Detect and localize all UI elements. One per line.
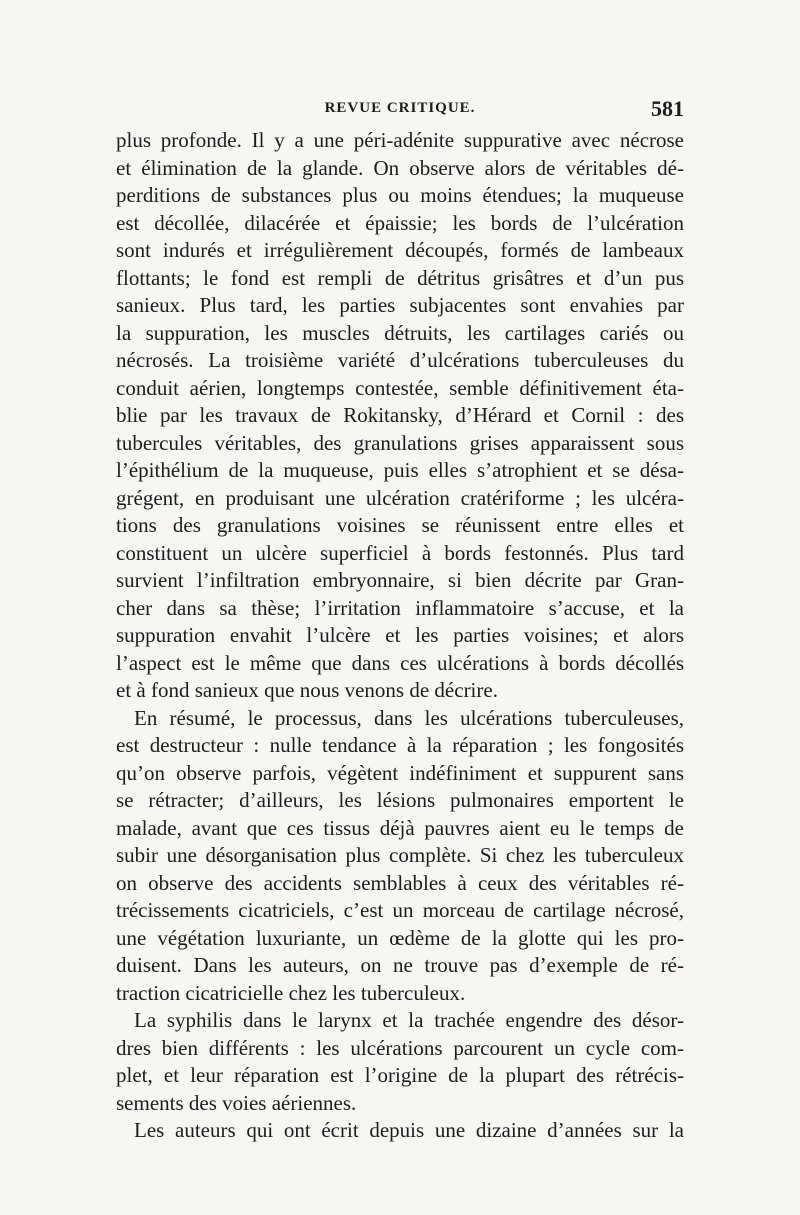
text-line: cher dans sa thèse; l’irritation inflammatoire s’accuse, et la bbox=[116, 595, 684, 620]
page-number: 581 bbox=[651, 96, 684, 121]
text-line: flottants; le fond est rempli de détritus grisâtres et d’un pus bbox=[116, 265, 684, 290]
text-line: qu’on observe parfois, végètent indéfiniment et suppurent sans bbox=[116, 760, 684, 785]
text-line: se rétracter; d’ailleurs, les lésions pulmonaires emportent le bbox=[116, 788, 684, 812]
text-line: nécrosés. La troisième variété d’ulcérations tuberculeuses du bbox=[116, 348, 684, 372]
text-line: Les auteurs qui ont écrit depuis une dizaine d’années sur la bbox=[134, 1118, 684, 1142]
text-line: une végétation luxuriante, un œdème de la glotte qui les pro- bbox=[116, 925, 684, 950]
text-line: sont indurés et irrégulièrement découpés, formés de lambeaux bbox=[116, 238, 684, 262]
text-line: traction cicatricielle chez les tuberculeux. bbox=[116, 980, 466, 1005]
text-line: sanieux. Plus tard, les parties subjacentes sont envahies par bbox=[116, 293, 684, 317]
text-line: conduit aérien, longtemps contestée, semble définitivement éta- bbox=[116, 375, 684, 400]
text-line: l’aspect est le même que dans ces ulcérations à bords décollés bbox=[116, 650, 684, 675]
body-text bbox=[116, 127, 684, 1145]
text-line: tubercules véritables, des granulations grises apparaissent sous bbox=[116, 430, 684, 455]
text-line: subir une désorganisation plus complète. Si chez les tuberculeux bbox=[116, 843, 684, 867]
text-line: malade, avant que ces tissus déjà pauvres aient eu le temps de bbox=[116, 815, 684, 840]
text-line: la suppuration, les muscles détruits, les cartilages cariés ou bbox=[116, 320, 684, 345]
text-line: et à fond sanieux que nous venons de décrire. bbox=[116, 678, 498, 702]
text-line: duisent. Dans les auteurs, on ne trouve pas d’exemple de ré- bbox=[116, 953, 684, 977]
text-line: trécissements cicatriciels, c’est un morceau de cartilage nécrosé, bbox=[116, 898, 684, 922]
text-line: La syphilis dans le larynx et la trachée engendre des désor- bbox=[134, 1008, 684, 1032]
text-line: En résumé, le processus, dans les ulcérations tuberculeuses, bbox=[134, 705, 684, 730]
text-line: suppuration envahit l’ulcère et les parties voisines; et alors bbox=[116, 623, 684, 647]
text-line: tions des granulations voisines se réunissent entre elles et bbox=[116, 513, 684, 537]
text-line: on observe des accidents semblables à ceux des véritables ré- bbox=[116, 870, 684, 895]
text-line: et élimination de la glande. On observe alors de véritables dé- bbox=[116, 155, 684, 180]
text-line: grégent, en produisant une ulcération cratériforme ; les ulcéra- bbox=[116, 485, 684, 510]
text-line: est destructeur : nulle tendance à la réparation ; les fongosités bbox=[116, 733, 684, 757]
text-line: perditions de substances plus ou moins étendues; la muqueuse bbox=[116, 183, 684, 207]
text-line: dres bien différents : les ulcérations parcourent un cycle com- bbox=[116, 1035, 684, 1060]
text-line: sements des voies aériennes. bbox=[116, 1090, 357, 1115]
text-line: constituent un ulcère superficiel à bords festonnés. Plus tard bbox=[116, 540, 684, 565]
text-line: survient l’infiltration embryonnaire, si bien décrite par Gran- bbox=[116, 568, 684, 592]
page-header bbox=[116, 96, 684, 124]
running-title: REVUE CRITIQUE. bbox=[324, 100, 476, 116]
text-line: plet, et leur réparation est l’origine de la plupart des rétrécis- bbox=[116, 1063, 684, 1087]
text-line: blie par les travaux de Rokitansky, d’Hérard et Cornil : des bbox=[116, 403, 684, 427]
text-line: plus profonde. Il y a une péri-adénite suppurative avec nécrose bbox=[116, 128, 684, 152]
text-line: est décollée, dilacérée et épaissie; les bords de l’ulcération bbox=[116, 210, 684, 235]
text-line: l’épithélium de la muqueuse, puis elles s’atrophient et se désa- bbox=[116, 458, 684, 482]
